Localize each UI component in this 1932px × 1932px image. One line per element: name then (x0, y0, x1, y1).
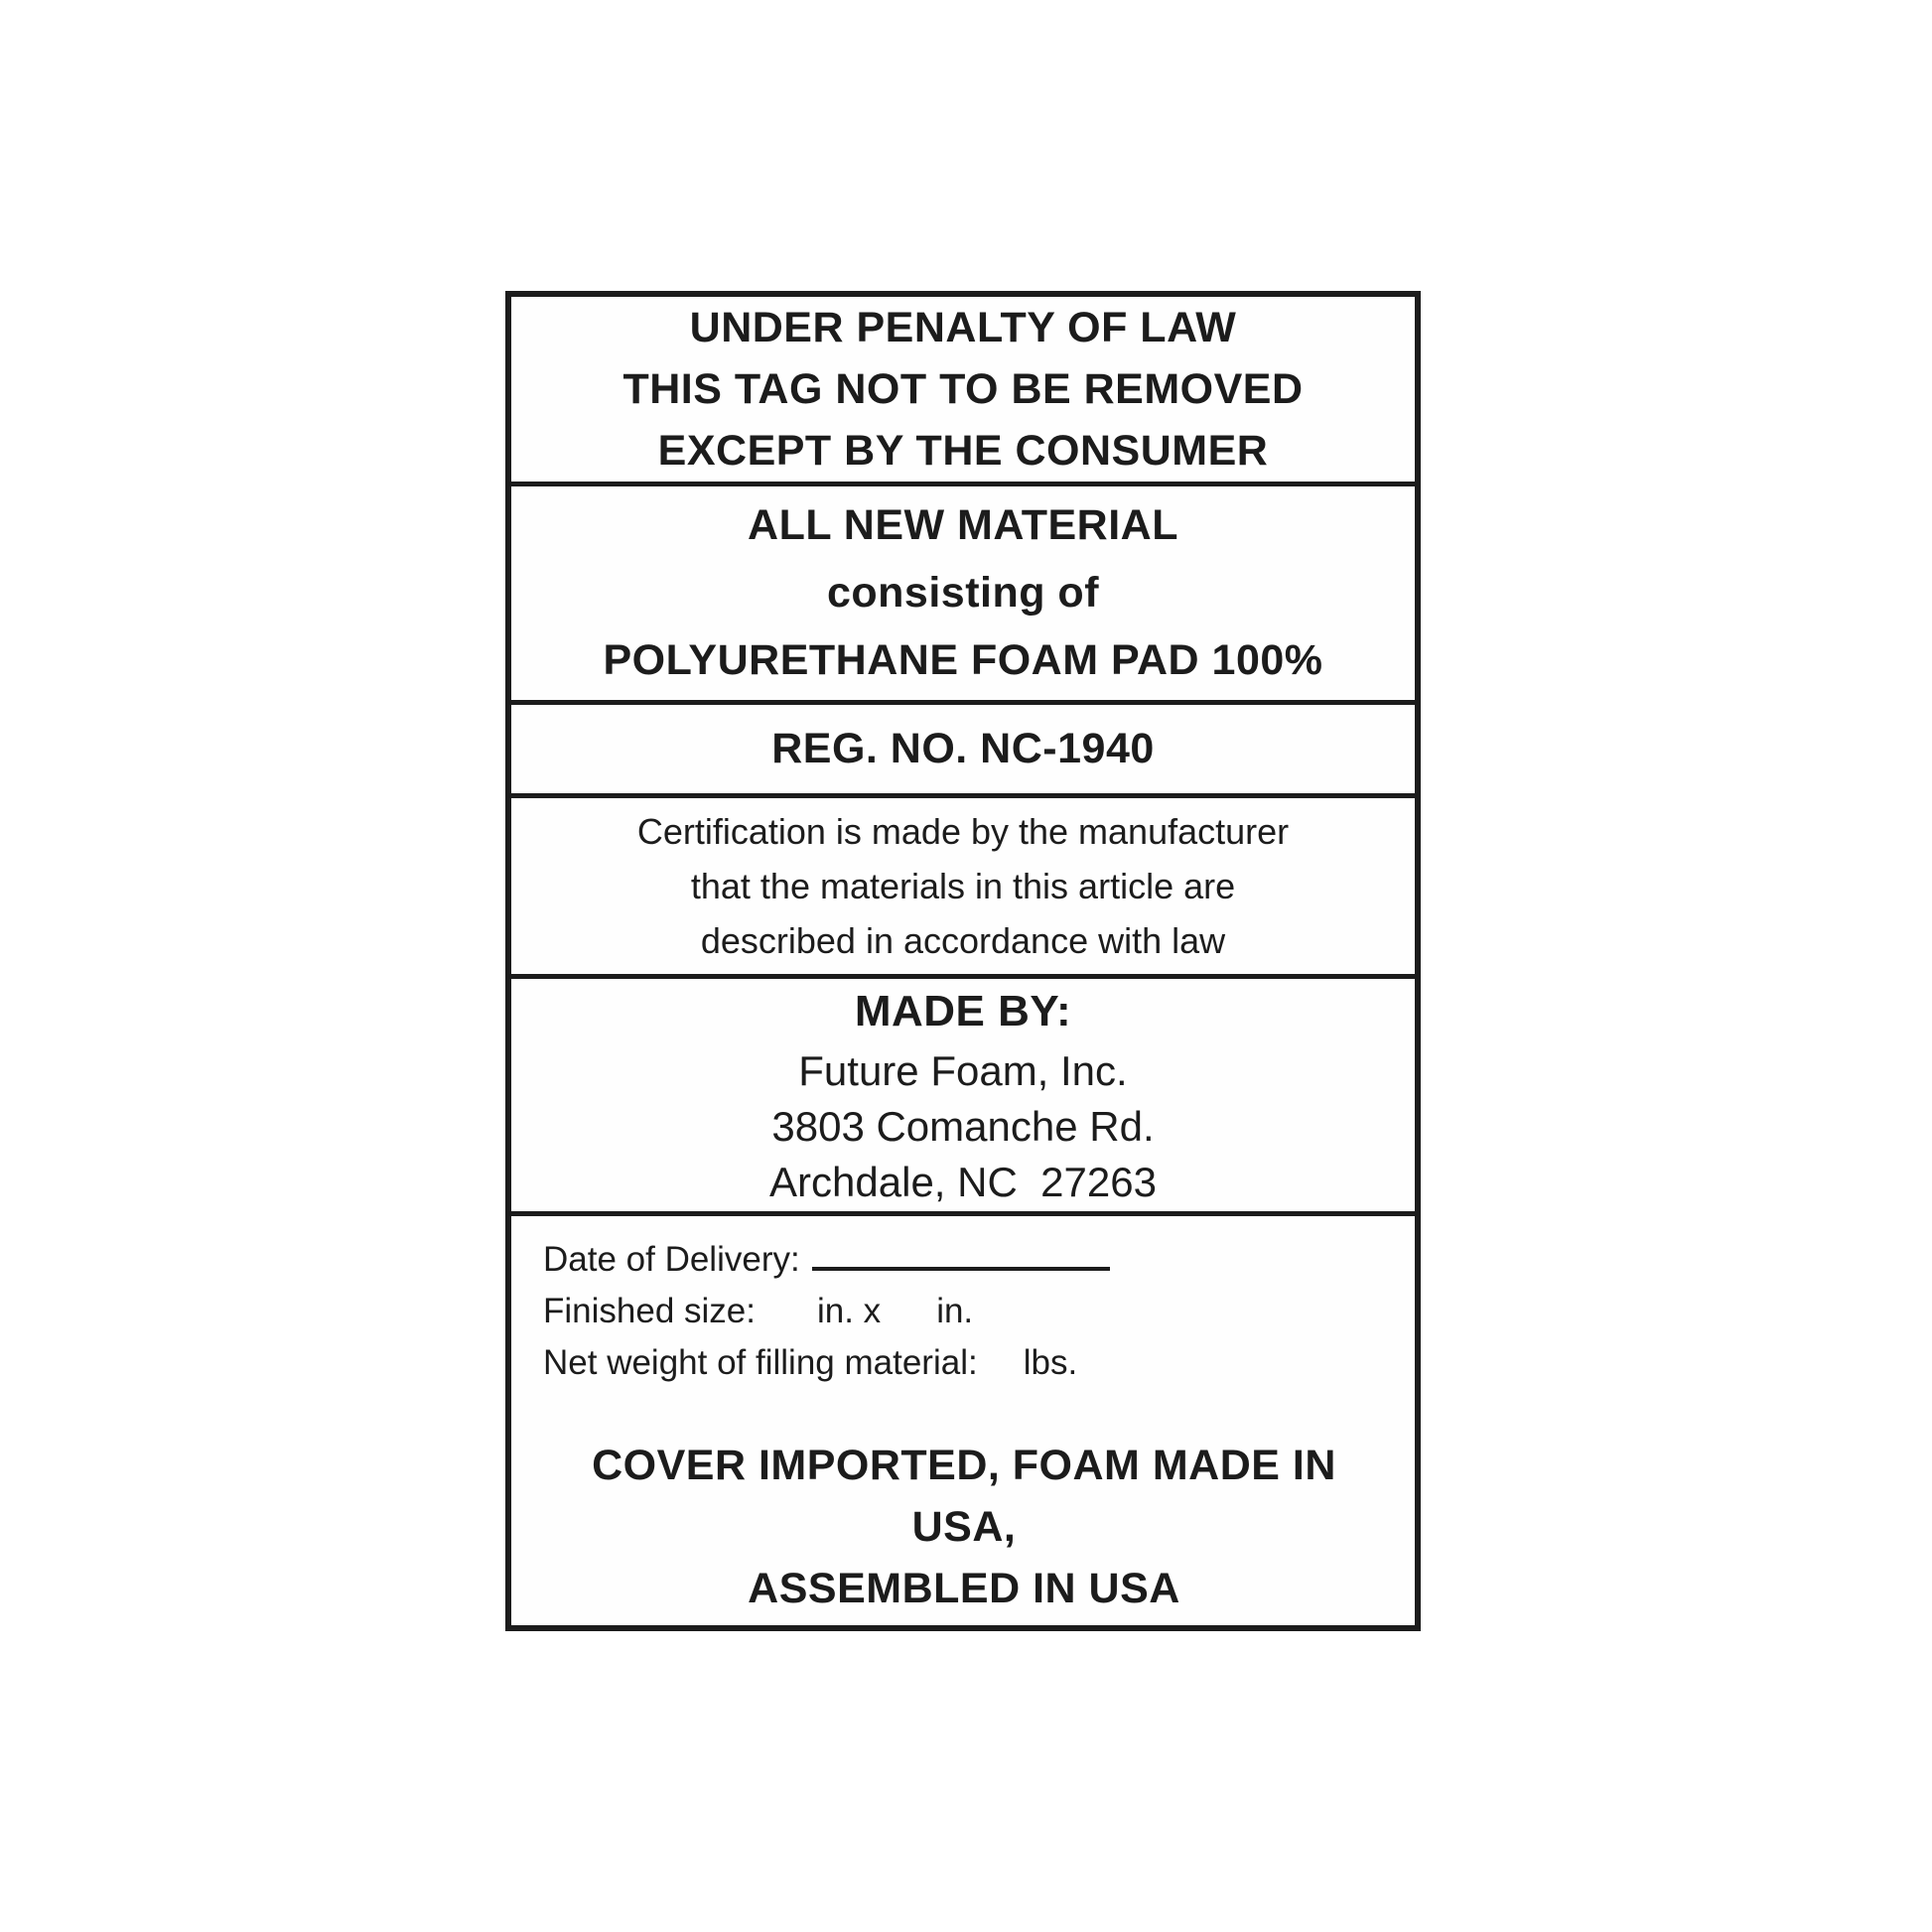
date-of-delivery-blank-line (812, 1241, 1110, 1271)
registration-section (511, 705, 1415, 798)
material-line-1: ALL NEW MATERIAL (748, 501, 1178, 550)
material-section (511, 486, 1415, 705)
made-by-heading: MADE BY: (854, 986, 1072, 1035)
certification-section (511, 798, 1415, 979)
certification-line-1: Certification is made by the manufacturer (636, 810, 1290, 852)
certification-line-2: that the materials in this article are (690, 865, 1236, 906)
finished-size-unit-1: in. x (816, 1292, 882, 1330)
date-of-delivery-row (543, 1234, 1385, 1286)
origin-statement-line-1: COVER IMPORTED, FOAM MADE IN USA, (592, 1442, 1336, 1551)
penalty-line-1: UNDER PENALTY OF LAW (689, 304, 1237, 351)
finished-size-unit-2: in. (936, 1292, 974, 1330)
material-line-3: POLYURETHANE FOAM PAD 100% (603, 636, 1323, 685)
material-line-2: consisting of (826, 569, 1100, 618)
registration-number: REG. NO. NC-1940 (771, 725, 1155, 773)
certification-line-3: described in accordance with law (700, 919, 1226, 961)
net-weight-row (543, 1337, 1385, 1389)
finished-size-label: Finished size: (543, 1292, 756, 1330)
penalty-line-3: EXCEPT BY THE CONSUMER (657, 427, 1269, 475)
net-weight-unit: lbs. (1023, 1343, 1078, 1382)
details-section (511, 1216, 1415, 1625)
origin-statement-line-2: ASSEMBLED IN USA (748, 1565, 1180, 1612)
made-by-city-state-zip: Archdale, NC 27263 (769, 1158, 1157, 1205)
made-by-section (511, 979, 1415, 1216)
penalty-line-2: THIS TAG NOT TO BE REMOVED (622, 365, 1304, 413)
date-of-delivery-label: Date of Delivery: (543, 1240, 800, 1279)
finished-size-row (543, 1286, 1385, 1337)
penalty-section (511, 297, 1415, 486)
net-weight-label: Net weight of filling material: (543, 1343, 978, 1382)
made-by-company: Future Foam, Inc. (798, 1046, 1128, 1094)
law-tag-label (505, 291, 1421, 1631)
made-by-street: 3803 Comanche Rd. (771, 1102, 1155, 1150)
origin-statement (543, 1435, 1385, 1619)
